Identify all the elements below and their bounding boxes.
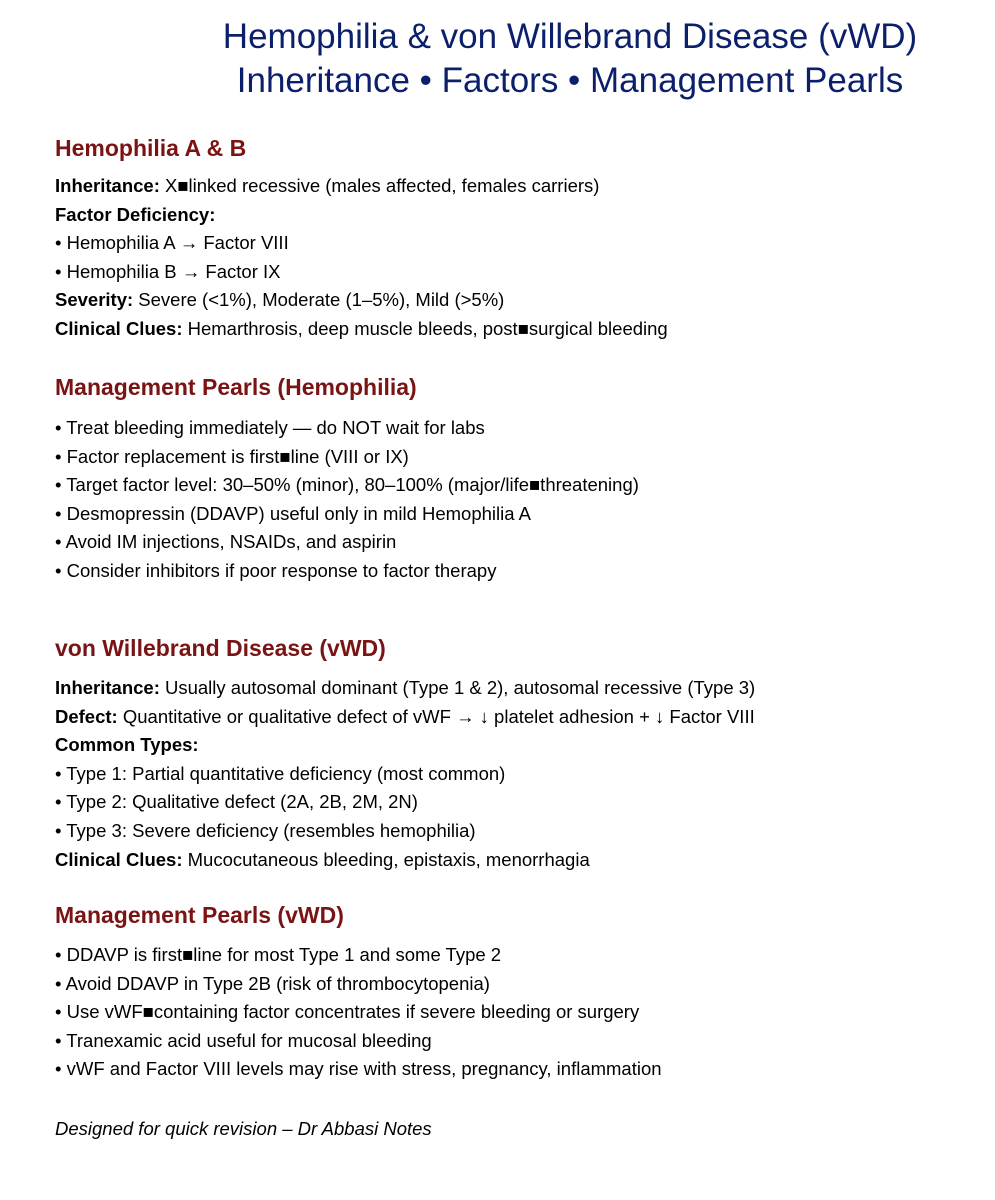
vwd-management-list [55,941,955,1084]
inheritance-label: Inheritance: [55,677,160,698]
hemophilia-section [55,133,955,344]
hemophilia-management-heading: Management Pearls (Hemophilia) [55,374,417,400]
vwd-clinical-clues [55,846,955,875]
list-item: • Tranexamic acid useful for mucosal bleeding [55,1029,432,1051]
factor-deficiency-label: Factor Deficiency: [55,203,216,225]
clinical-clues-label: Clinical Clues: [55,317,183,339]
list-item: • Avoid DDAVP in Type 2B (risk of thrombocytopenia) [55,972,490,994]
list-item: • vWF and Factor VIII levels may rise with stress, pregnancy, inflammation [55,1058,662,1080]
list-item: • DDAVP is first■line for most Type 1 and some Type 2 [55,944,502,965]
list-item: • Desmopressin (DDAVP) useful only in mild Hemophilia A [55,502,532,524]
inheritance-label: Inheritance: [55,175,160,196]
hemophilia-heading: Hemophilia A & B [55,135,247,161]
list-item: • Factor replacement is first■line (VIII or IX) [55,445,409,467]
list-item: • Use vWF■containing factor concentrates if severe bleeding or surgery [55,1001,640,1023]
page-title: Hemophilia & von Willebrand Disease (vWD) [222,17,918,56]
hemophilia-body [55,172,955,344]
clinical-clues-label: Clinical Clues: [55,848,183,870]
type-item: • Type 2: Qualitative defect (2A, 2B, 2M, 2N) [55,791,418,813]
defect-label: Defect: [55,705,118,727]
vwd-management-section [55,900,955,1084]
vwd-heading: von Willebrand Disease (vWD) [55,635,386,661]
vwd-inheritance [55,674,955,703]
severity-text: Severe (<1%), Moderate (1–5%), Mild (>5%) [133,289,505,311]
inheritance-text: Usually autosomal dominant (Type 1 & 2), autosomal recessive (Type 3) [159,677,756,698]
footer-credit: Designed for quick revision – Dr Abbasi Notes [55,1118,432,1139]
severity-label: Severity: [55,289,134,311]
list-item: • Target factor level: 30–50% (minor), 80–100% (major/life■threatening) [55,474,639,496]
hemophilia-management-list [55,414,955,586]
vwd-body [55,674,955,874]
hemophilia-inheritance [55,172,955,201]
clinical-clues-text: Hemarthrosis, deep muscle bleeds, post■surgical bleeding [182,317,668,339]
list-item: • Consider inhibitors if poor response to factor therapy [55,559,497,581]
vwd-management-heading: Management Pearls (vWD) [55,902,344,928]
clinical-clues-text: Mucocutaneous bleeding, epistaxis, menorrhagia [182,848,590,870]
inheritance-text: X■linked recessive (males affected, females carriers) [159,175,600,196]
factor-item: • Hemophilia A → Factor VIII [55,232,289,254]
defect-text: Quantitative or qualitative defect of vWF → ↓ platelet adhesion + ↓ Factor VIII [117,705,755,727]
hemophilia-severity [55,286,955,315]
vwd-defect [55,703,955,732]
type-item: • Type 3: Severe deficiency (resembles hemophilia) [55,819,476,841]
hemophilia-management-section [55,372,955,586]
list-item: • Treat bleeding immediately — do NOT wait for labs [55,417,485,438]
hemophilia-clinical-clues [55,315,955,344]
vwd-section [55,633,955,874]
page-subtitle: Inheritance • Factors • Management Pearls [236,61,904,100]
list-item: • Avoid IM injections, NSAIDs, and aspirin [55,531,397,553]
type-item: • Type 1: Partial quantitative deficiency (most common) [55,762,506,784]
common-types-label: Common Types: [55,734,199,756]
factor-item: • Hemophilia B → Factor IX [55,260,281,282]
